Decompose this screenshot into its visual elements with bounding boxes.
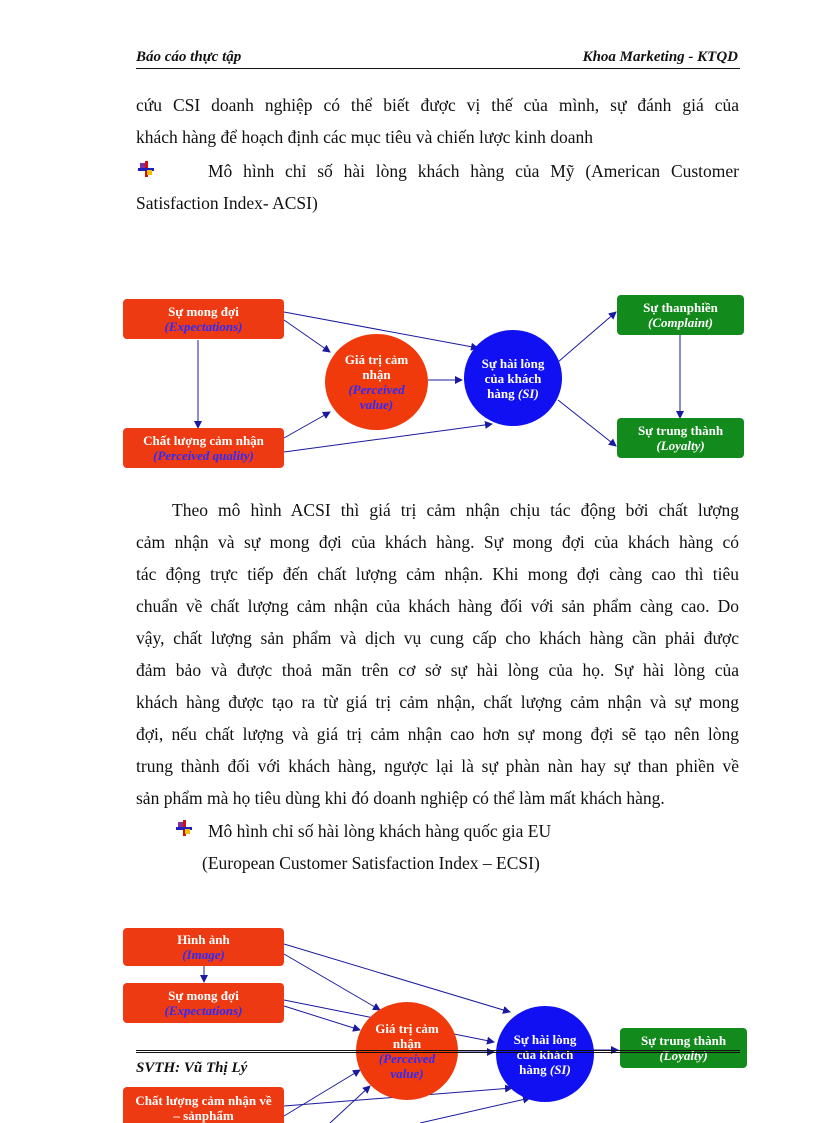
paragraph-line: cảm nhận và sự mong đợi của khách hàng. Sự mong đợi của khách hàng có	[136, 532, 739, 552]
page-header	[136, 48, 740, 69]
label-vi: Sự mong đợi	[168, 988, 239, 1003]
label-en: (Loyalty)	[659, 1048, 708, 1063]
label-line: Sự hài lòng	[481, 355, 545, 371]
box-complaint	[617, 295, 744, 335]
label-vi: Giá trị cảm	[375, 1021, 439, 1036]
label-en: (SI)	[517, 385, 539, 401]
circle-perceived-value	[325, 334, 428, 430]
label-vi: nhận	[392, 1036, 422, 1051]
label-line: của khách	[516, 1046, 574, 1062]
label-en: (Expectations)	[164, 319, 243, 334]
page-footer	[136, 1050, 740, 1083]
bullet-line: Mô hình chỉ số hài lòng khách hàng quốc gia EU	[208, 821, 552, 841]
label-en: (Perceived quality)	[153, 448, 254, 463]
label-vi: nhận	[362, 367, 391, 382]
label-en: (Perceived	[348, 382, 405, 397]
acsi-diagram	[0, 290, 816, 475]
label-en: value)	[359, 397, 394, 412]
header-faculty: Khoa Marketing - KTQD	[582, 49, 738, 65]
label-en: (Perceived	[378, 1051, 436, 1066]
acsi-explanation-paragraph	[136, 494, 739, 814]
label-line: Sự hài lòng	[513, 1031, 577, 1047]
paragraph-line: khách hàng để hoạch định các mục tiêu và chiến lược kinh doanh	[136, 127, 594, 147]
label-vi: Sự trung thành	[640, 1033, 727, 1048]
paragraph-line: tác động trực tiếp đến chất lượng cảm nhận. Khi mong đợi càng cao thì tiêu	[136, 564, 739, 584]
label-line: hàng	[487, 385, 515, 401]
label-vi: Sự trung thành	[637, 423, 724, 438]
footer-author: SVTH: Vũ Thị Lý	[136, 1060, 251, 1077]
intro-paragraph	[136, 89, 739, 153]
label-en: (SI)	[549, 1061, 571, 1077]
label-en: (Loyalty)	[656, 438, 705, 453]
label-en: (Image)	[182, 947, 225, 962]
label-en: (Expectations)	[164, 1003, 243, 1018]
box-expectations	[123, 299, 284, 339]
paragraph-line: trung thành đối với khách hàng, ngược lại là sự phàn nàn hay sự than phiền về	[136, 756, 739, 776]
ecsi-diagram	[0, 920, 816, 1123]
paragraph-line: cứu CSI doanh nghiệp có thể biết được vị thế của mình, sự đánh giá của	[136, 95, 739, 115]
box-perceived-quality	[123, 428, 284, 468]
label-line: hàng	[519, 1061, 547, 1077]
paragraph-line: đợi, nếu chất lượng và giá trị cảm nhận cao hơn sự mong đợi sẽ tạo nên lòng	[136, 724, 739, 744]
label-line: của khách	[484, 370, 542, 386]
bullet-line: Mô hình chỉ số hài lòng khách hàng của Mỹ (American Customer	[208, 161, 739, 181]
label-vi: Sự thanphiền	[643, 300, 718, 315]
label-line: Chất lượng cảm nhận về	[135, 1093, 272, 1108]
bullet-line: (European Customer Satisfaction Index – ECSI)	[202, 853, 540, 873]
label-vi: Giá trị cảm	[344, 352, 409, 367]
bullet-line: Satisfaction Index- ACSI)	[136, 193, 318, 213]
label-vi: Chất lượng cảm nhận	[143, 433, 264, 448]
paragraph-line: Theo mô hình ACSI thì giá trị cảm nhận chịu tác động bởi chất lượng	[172, 500, 739, 520]
label-vi: Sự mong đợi	[168, 304, 239, 319]
label-vi: Hình ảnh	[177, 932, 230, 947]
paragraph-line: khách hàng được tạo ra từ giá trị cảm nhận, chất lượng cảm nhận và sự mong	[136, 692, 739, 712]
header-report-title: Báo cáo thực tập	[136, 49, 242, 65]
paragraph-line: vậy, chất lượng sản phẩm và dịch vụ cung cấp cho khách hàng cần phải được	[136, 628, 739, 648]
box-expectations	[123, 983, 284, 1023]
paragraph-line: đảm bảo và được thoả mãn trên cơ sở sự hài lòng của họ. Sự hài lòng của	[136, 660, 739, 680]
label-en: value)	[390, 1066, 424, 1081]
paragraph-line: sản phẩm mà họ tiêu dùng khi đó doanh nghiệp có thể làm mất khách hàng.	[136, 788, 665, 808]
paragraph-line: chuẩn về chất lượng cảm nhận của khách hàng đối với sản phẩm càng cao. Do	[136, 596, 739, 616]
box-image	[123, 928, 284, 966]
label-en: (Complaint)	[647, 315, 713, 330]
label-line: – sảnphẩm	[173, 1108, 234, 1123]
bullet-icon	[176, 820, 192, 836]
box-product-quality	[123, 1087, 284, 1123]
circle-satisfaction	[464, 330, 562, 426]
box-loyalty	[617, 418, 744, 458]
